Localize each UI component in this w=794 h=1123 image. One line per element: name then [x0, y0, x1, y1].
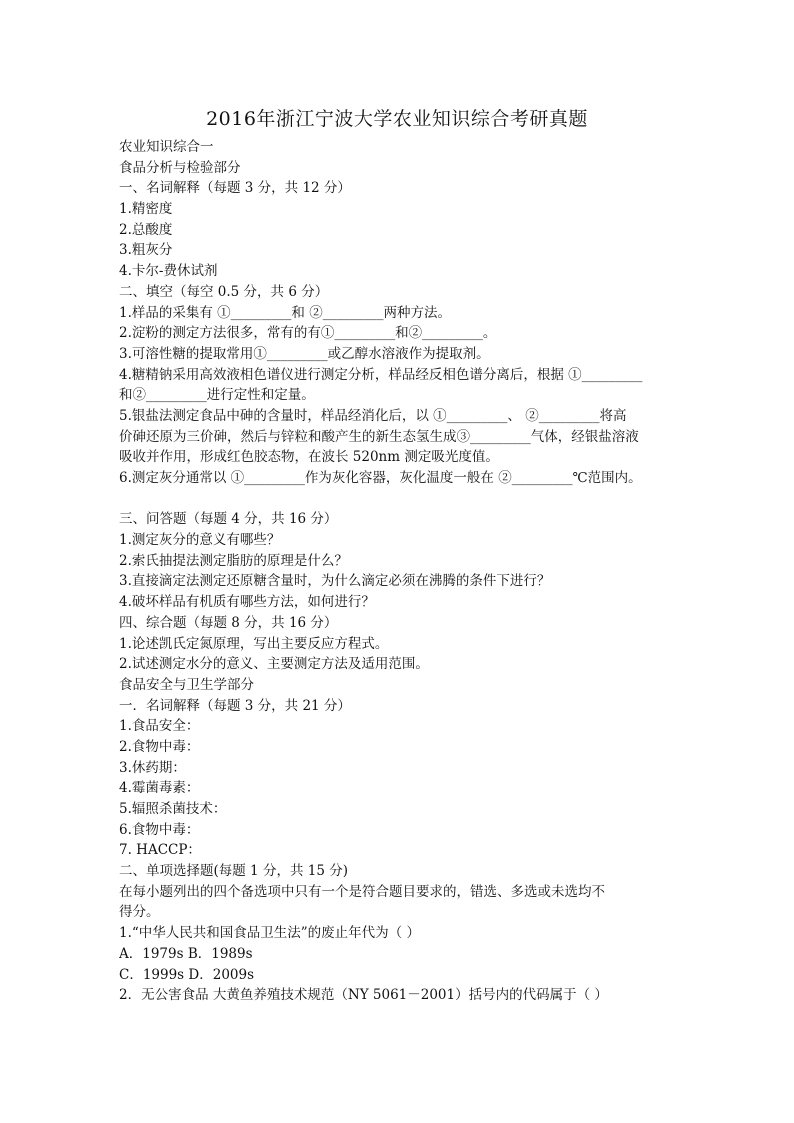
text-line: 3.休药期：	[119, 759, 186, 776]
text-line: 食品安全与卫生学部分	[119, 676, 254, 693]
text-line: 2.总酸度	[119, 221, 173, 238]
text-line: 3.粗灰分	[119, 242, 173, 259]
page-title: 2016年浙江宁波大学农业知识综合考研真题	[206, 108, 588, 130]
text-line: 食品分析与检验部分	[119, 159, 241, 176]
text-line: 6.食物中毒：	[119, 821, 200, 838]
text-line: 7. HACCP：	[119, 842, 201, 859]
text-line: 6.测定灰分通常以 ①_________作为灰化容器，灰化温度一般在 ②_________℃范围内。	[119, 470, 642, 486]
text-line: 一．名词解释（每题 3 分，共 21 分）	[119, 697, 351, 714]
text-line: 4.霉菌毒素：	[119, 780, 200, 797]
text-line: 2.食物中毒：	[119, 738, 200, 755]
text-line: 2．无公害食品 大黄鱼养殖技术规范（NY 5061－2001）括号内的代码属于（ ）	[119, 987, 608, 1004]
text-line: 1.论述凯氏定氮原理，写出主要反应方程式。	[119, 635, 389, 652]
text-line: C．1999s D．2009s	[119, 966, 255, 983]
text-line: 四、综合题（每题 8 分，共 16 分）	[119, 614, 338, 631]
text-line: 5.辐照杀菌技术：	[119, 801, 227, 817]
text-line: 4.糖精钠采用高效液相色谱仪进行测定分析，样品经反相色谱分离后，根据 ①_________	[119, 366, 643, 383]
text-line: 二、单项选择题(每题 1 分，共 15 分)	[119, 863, 348, 880]
text-line: 农业知识综合一	[119, 139, 214, 155]
text-line: 吸收并作用，形成红色胶态物，在波长 520nm 测定吸光度值。	[119, 449, 499, 466]
text-line: 2.试述测定水分的意义、主要测定方法及适用范围。	[119, 656, 429, 673]
text-line: 一、名词解释（每题 3 分，共 12 分）	[119, 180, 351, 197]
text-line: 3.直接滴定法测定还原糖含量时，为什么滴定必须在沸腾的条件下进行？	[119, 573, 551, 590]
text-line: A．1979s B．1989s	[119, 945, 253, 962]
text-line: 1.“中华人民共和国食品卫生法”的废止年代为（ ）	[119, 925, 420, 942]
text-line: 和②_________进行定性和定量。	[119, 387, 315, 404]
text-line: 得分。	[119, 904, 160, 921]
text-line: 2.淀粉的测定方法很多，常有的有①_________和②_________。	[119, 325, 497, 342]
text-line: 1.精密度	[119, 201, 173, 218]
text-line: 1.样品的采集有 ①_________和 ②_________两种方法。	[119, 304, 451, 321]
text-line: 5.银盐法测定食品中砷的含量时，样品经消化后，以 ①_________、 ②_________将高	[119, 407, 627, 424]
text-line: 4.破坏样品有机质有哪些方法，如何进行？	[119, 594, 375, 611]
text-line: 1.食品安全：	[119, 718, 200, 735]
text-line: 1.测定灰分的意义有哪些？	[119, 532, 281, 549]
text-line: 二、填空（每空 0.5 分，共 6 分）	[119, 283, 329, 300]
blank-line	[119, 489, 679, 510]
text-line: 2.索氏抽提法测定脂肪的原理是什么？	[119, 552, 348, 569]
text-line: 三、问答题（每题 4 分，共 16 分）	[119, 511, 338, 528]
text-line: 4.卡尔-费休试剂	[119, 263, 218, 280]
document-body	[119, 137, 679, 1006]
text-line: 价砷还原为三价砷，然后与锌粒和酸产生的新生态氢生成③_________气体，经银盐溶液	[119, 428, 639, 445]
text-line: 3.可溶性糖的提取常用①_________或乙醇水溶液作为提取剂。	[119, 345, 490, 362]
text-line: 在每小题列出的四个备选项中只有一个是符合题目要求的，错选、多选或未选均不	[119, 883, 605, 900]
